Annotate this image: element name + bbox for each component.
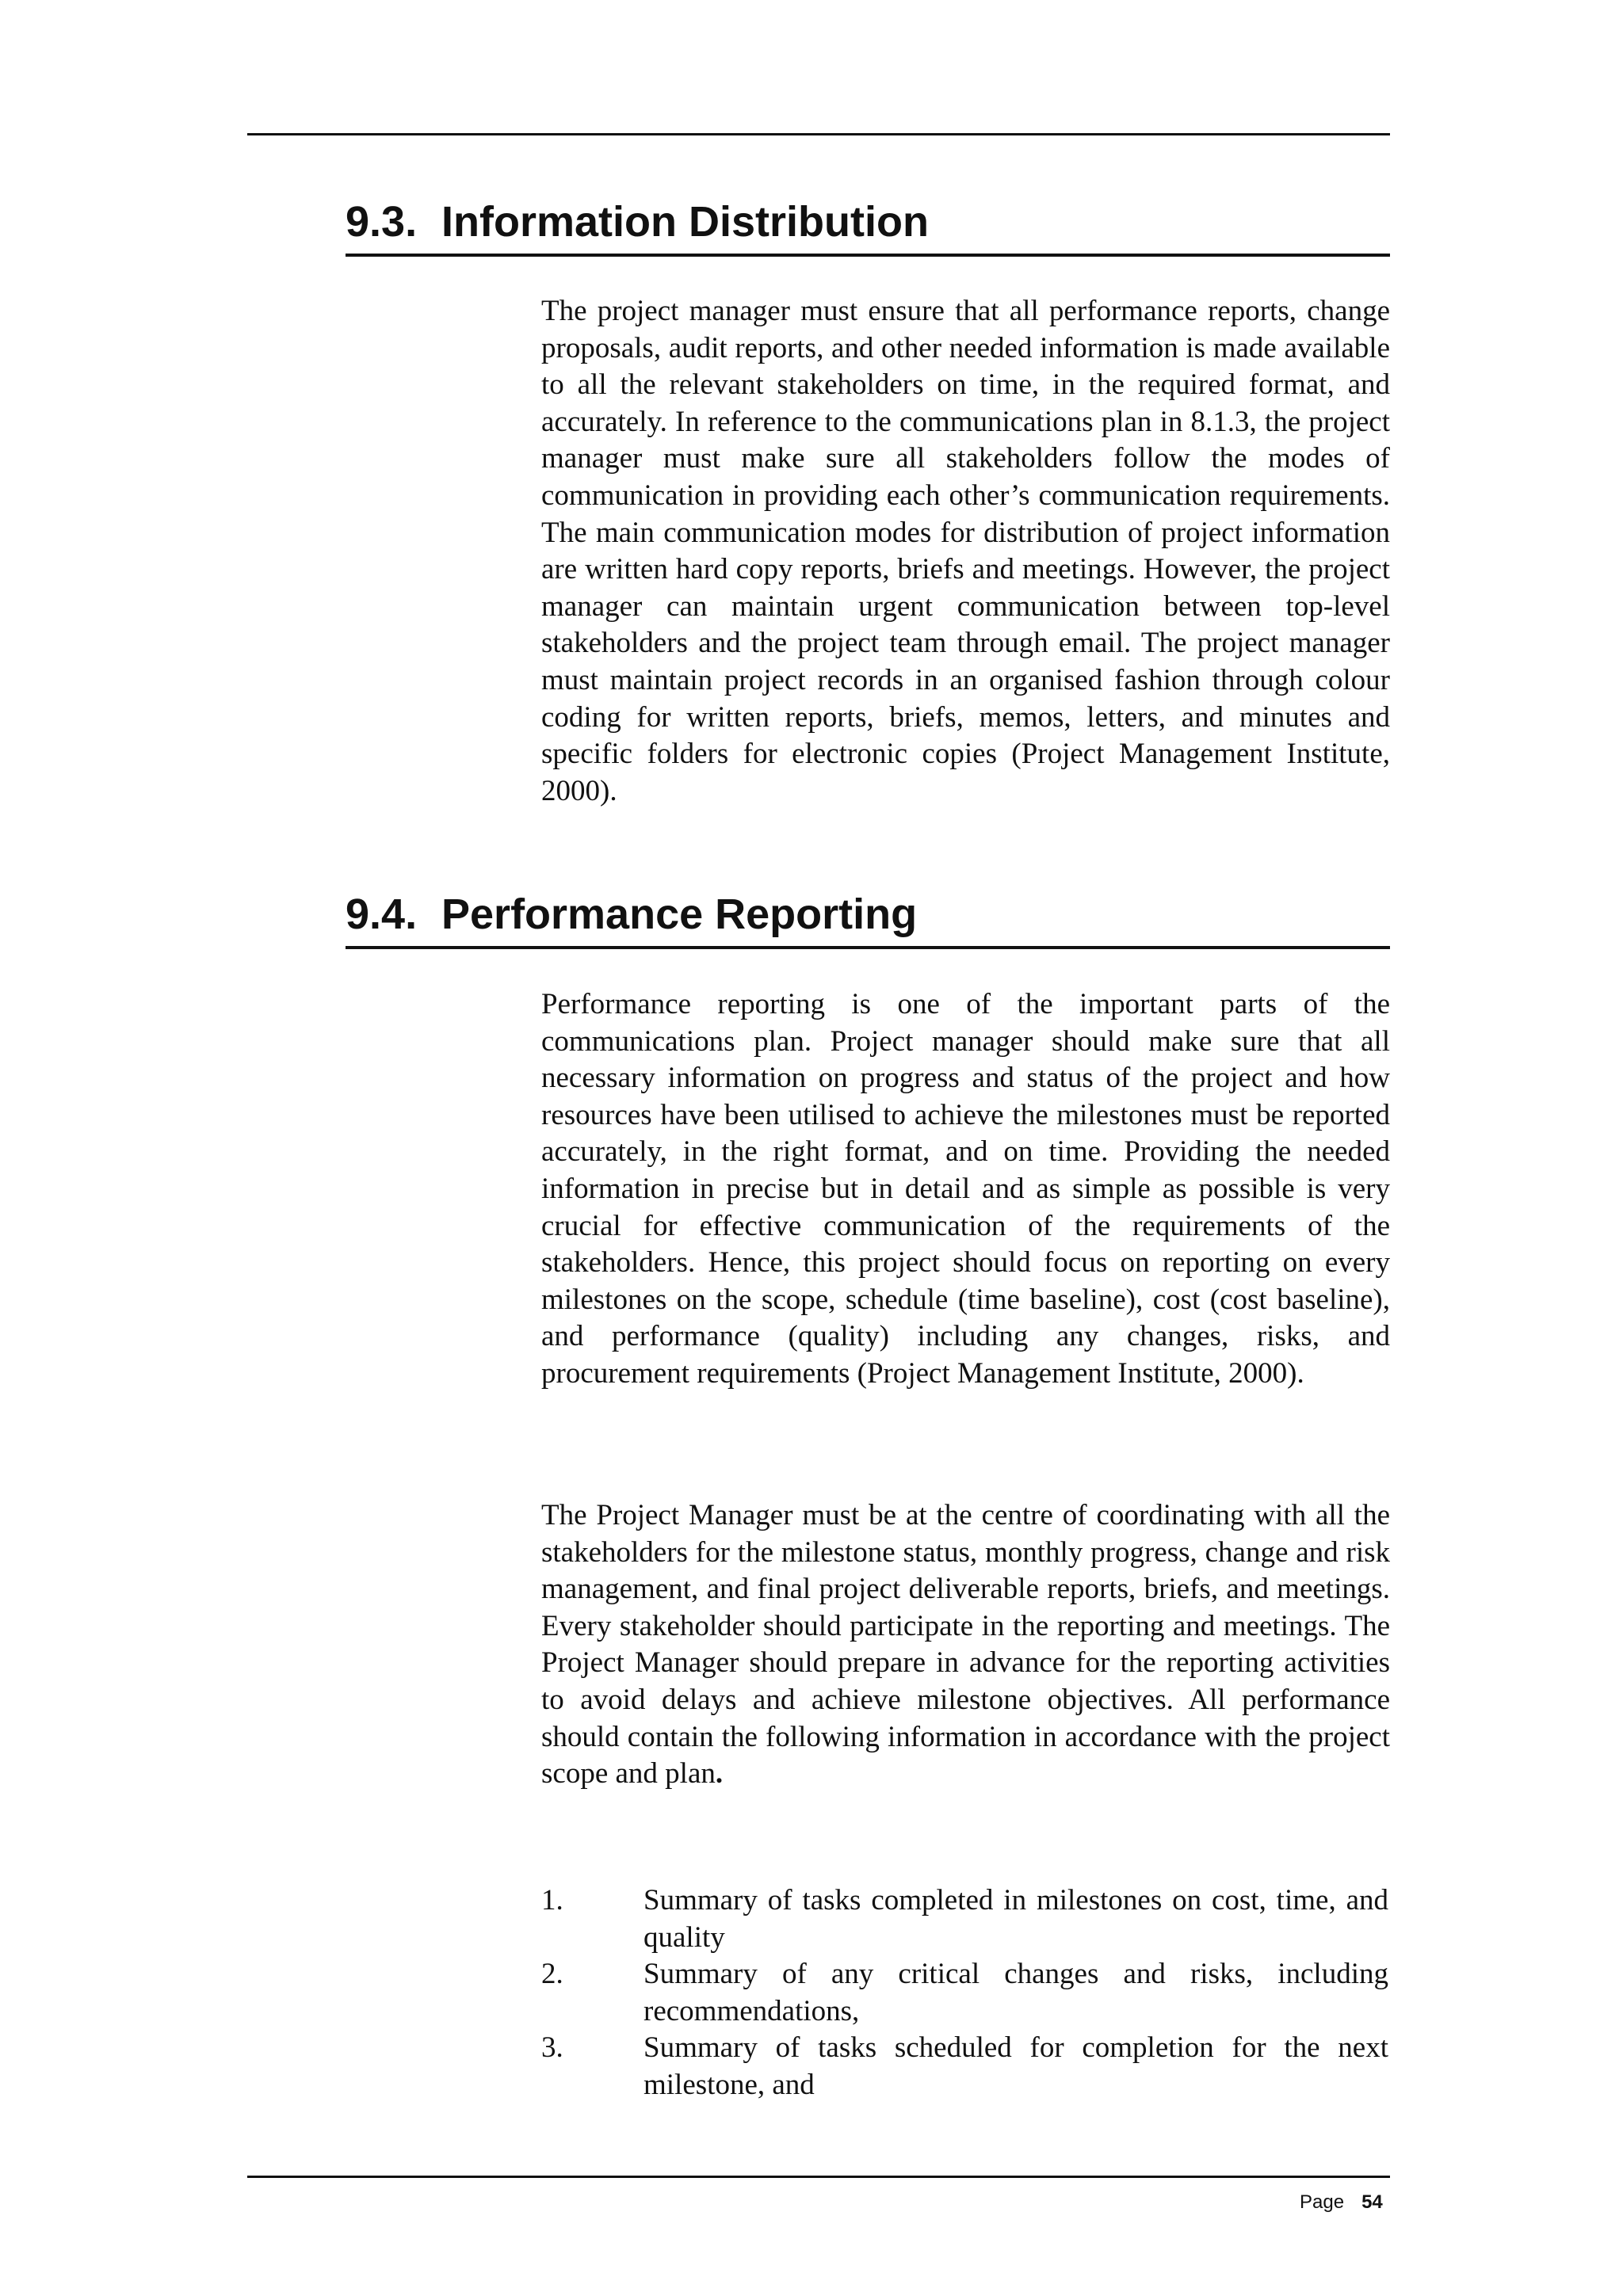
- page-footer: [1300, 2191, 1419, 2214]
- paragraph-end-mark: .: [715, 1757, 724, 1791]
- page-number: 54: [1361, 2191, 1383, 2213]
- list-item-text: Summary of tasks completed in milestones on cost, time, and quality: [643, 1884, 1388, 1954]
- paragraph-text: The Project Manager must be at the centre of coordinating with all the stakeholders for the milestone status, monthly progress, change and risk management, and final project deliverable reports, briefs, and meetings. Every stakeholder should participate in the reporting and meetings. The Project Manager should prepare in advance for the reporting activities to avoid delays and achieve milestone objectives. All performance should contain the following information in accordance with the project scope and plan: [541, 1499, 1390, 1791]
- section-title: Performance Reporting: [441, 891, 918, 938]
- list-item-number: 3.: [541, 2031, 563, 2065]
- list-item: [541, 1956, 1390, 2030]
- list-item: [541, 1882, 1390, 1956]
- footer-rule: [247, 2176, 1390, 2178]
- paragraph-performance-reporting-1: Performance reporting is one of the important parts of the communications plan. Project manager should make sure that all necessary information on progress and status of the project and how resources have been utilised to achieve the milestones must be reported accurately, in the right format, and on time. Providing the needed information in precise but in detail and as simple as possible is very crucial for effective communication of the requirements of the stakeholders. Hence, this project should focus on reporting on every milestones on the scope, schedule (time baseline), cost (cost baseline), and performance (quality) including any changes, risks, and procurement requirements (Project Management Institute, 2000).: [541, 988, 1390, 1390]
- list-item-text: Summary of tasks scheduled for completion for the next milestone, and: [643, 2031, 1388, 2101]
- section-number: 9.3.: [346, 198, 418, 246]
- section-heading-9-4: [346, 887, 1390, 949]
- header-rule: [247, 133, 1390, 135]
- list-item-number: 1.: [541, 1884, 563, 1917]
- paragraph-information-distribution: The project manager must ensure that all performance reports, change proposals, audit reports, and other needed information is made available to all the relevant stakeholders on time, in the required format, and accurately. In reference to the communications plan in 8.1.3, the project manager must make sure all stakeholders follow the modes of communication in providing each other’s communication requirements. The main communication modes for distribution of project information are written hard copy reports, briefs and meetings. However, the project manager can maintain urgent communication between top-level stakeholders and the project team through email. The project manager must maintain project records in an organised fashion through colour coding for written reports, briefs, memos, letters, and minutes and specific folders for electronic copies (Project Management Institute, 2000).: [541, 295, 1390, 807]
- list-item-number: 2.: [541, 1958, 563, 1991]
- section-number: 9.4.: [346, 891, 418, 938]
- list-item: [541, 2030, 1390, 2103]
- performance-info-list: [541, 1882, 1390, 2104]
- section-heading-9-3: [346, 195, 1390, 257]
- page-label: Page: [1300, 2191, 1345, 2213]
- section-title: Information Distribution: [441, 198, 929, 246]
- paragraph-performance-reporting-2: [541, 1497, 1390, 1793]
- list-item-text: Summary of any critical changes and risks, including recommendations,: [643, 1958, 1388, 2027]
